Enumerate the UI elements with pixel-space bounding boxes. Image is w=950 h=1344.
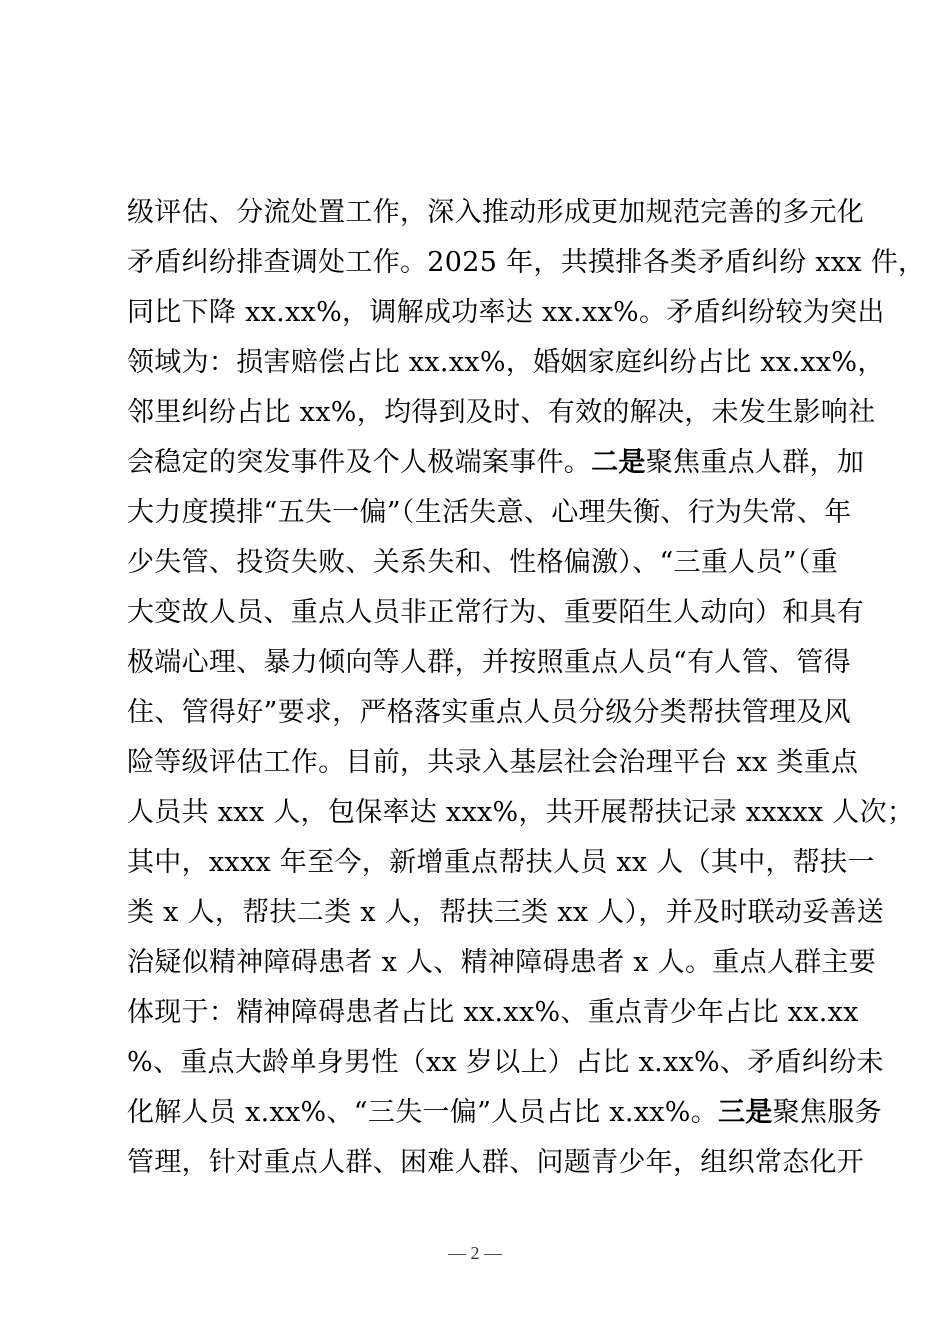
- bold-heading-marker: 二是: [591, 447, 646, 478]
- text-segment: 化解人员 x.xx%、“三失一偏”人员占比 x.xx%。: [127, 1097, 719, 1128]
- text-line: 矛盾纠纷排查调处工作。2025 年，共摸排各类矛盾纠纷 xxx 件，: [127, 247, 926, 278]
- text-line: 类 x 人，帮扶二类 x 人，帮扶三类 xx 人），并及时联动妥善送: [127, 897, 885, 928]
- text-segment: 聚焦重点人群，加: [645, 447, 865, 478]
- text-segment: 聚焦服务: [772, 1097, 882, 1128]
- text-line: 体现于：精神障碍患者占比 xx.xx%、重点青少年占比 xx.xx: [127, 997, 859, 1028]
- text-line: [127, 438, 865, 488]
- text-line: 大变故人员、重点人员非正常行为、重要陌生人动向）和具有: [127, 597, 865, 628]
- text-segment: 会稳定的突发事件及个人极端案事件。: [127, 447, 592, 478]
- text-line: 大力度摸排“五失一偏”（生活失意、心理失衡、行为失常、年: [127, 497, 852, 528]
- text-line: 同比下降 xx.xx%，调解成功率达 xx.xx%。矛盾纠纷较为突出: [127, 297, 885, 328]
- text-line: 极端心理、暴力倾向等人群，并按照重点人员“有人管、管得: [127, 647, 851, 678]
- bold-heading-marker: 三是: [718, 1097, 773, 1128]
- text-line: 人员共 xxx 人，包保率达 xxx%，共开展帮扶记录 xxxxx 人次；: [127, 797, 915, 828]
- text-line: 邻里纠纷占比 xx%，均得到及时、有效的解决，未发生影响社: [127, 397, 876, 428]
- text-line: 领域为：损害赔偿占比 xx.xx%，婚姻家庭纠纷占比 xx.xx%，: [127, 347, 885, 378]
- text-line: 险等级评估工作。目前，共录入基层社会治理平台 xx 类重点: [127, 747, 859, 778]
- text-line: 治疑似精神障碍患者 x 人、精神障碍患者 x 人。重点人群主要: [127, 947, 877, 978]
- text-line: 少失管、投资失败、关系失和、性格偏激）、“三重人员”（重: [127, 547, 839, 578]
- body-text: [127, 188, 926, 1188]
- page-number: — 2 —: [448, 1243, 502, 1263]
- text-line: [127, 1088, 882, 1138]
- text-line: %、重点大龄单身男性（xx 岁以上）占比 x.xx%、矛盾纠纷未: [127, 1047, 884, 1078]
- text-line: 住、管得好”要求，严格落实重点人员分级分类帮扶管理及风: [127, 697, 851, 728]
- text-line: 其中，xxxx 年至今，新增重点帮扶人员 xx 人（其中，帮扶一: [127, 847, 875, 878]
- text-line: 级评估、分流处置工作，深入推动形成更加规范完善的多元化: [127, 197, 865, 228]
- text-line: 管理，针对重点人群、困难人群、问题青少年，组织常态化开: [127, 1147, 865, 1178]
